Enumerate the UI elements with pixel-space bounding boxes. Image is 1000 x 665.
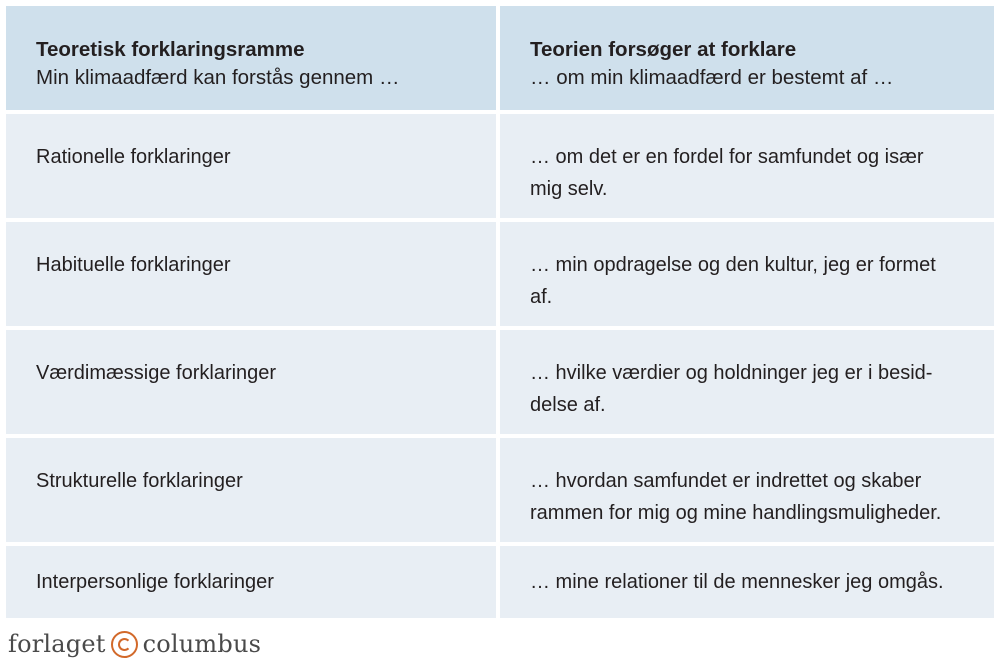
explains-text: … min opdragelse og den kultur, jeg er formet af. <box>530 254 936 308</box>
table-row <box>6 438 994 542</box>
framework-label: Strukturelle forklaringer <box>36 470 243 492</box>
explains-text: … hvilke værdier og holdninger jeg er i besid-delse af. <box>530 362 933 416</box>
publisher-name-left: forlaget <box>8 630 106 658</box>
explains-text: … mine relationer til de mennesker jeg omgås. <box>530 571 944 593</box>
table-row <box>6 546 994 618</box>
header-subtitle-framework: Min klimaadfærd kan forstås gennem … <box>36 66 400 89</box>
table-row <box>6 114 994 218</box>
explains-text: … om det er en fordel for samfundet og især mig selv. <box>530 146 924 200</box>
explains-text: … hvordan samfundet er indrettet og skaber rammen for mig og mine handlingsmuligheder. <box>530 470 942 524</box>
explains-cell <box>500 114 994 218</box>
framework-label: Rationelle forklaringer <box>36 146 231 168</box>
table-row <box>6 222 994 326</box>
framework-cell <box>6 546 496 618</box>
header-title-framework: Teoretisk forklaringsramme <box>36 38 305 61</box>
framework-cell <box>6 114 496 218</box>
header-title-explains: Teorien forsøger at forklare <box>530 38 797 61</box>
table-row <box>6 330 994 434</box>
header-subtitle-explains: … om min klimaadfærd er bestemt af … <box>530 66 894 89</box>
explains-cell <box>500 546 994 618</box>
explains-cell <box>500 330 994 434</box>
explains-cell <box>500 222 994 326</box>
framework-cell <box>6 330 496 434</box>
publisher-name-right: columbus <box>142 630 262 658</box>
header-cell-framework <box>6 6 496 110</box>
header-cell-explains <box>500 6 994 110</box>
publisher-logo <box>8 626 261 662</box>
framework-label: Værdimæssige forklaringer <box>36 362 277 384</box>
framework-cell <box>6 222 496 326</box>
copyright-c-icon <box>111 631 138 658</box>
table-header-row <box>6 6 994 110</box>
framework-label: Interpersonlige forklaringer <box>36 571 274 593</box>
framework-label: Habituelle forklaringer <box>36 254 231 276</box>
framework-cell <box>6 438 496 542</box>
explains-cell <box>500 438 994 542</box>
